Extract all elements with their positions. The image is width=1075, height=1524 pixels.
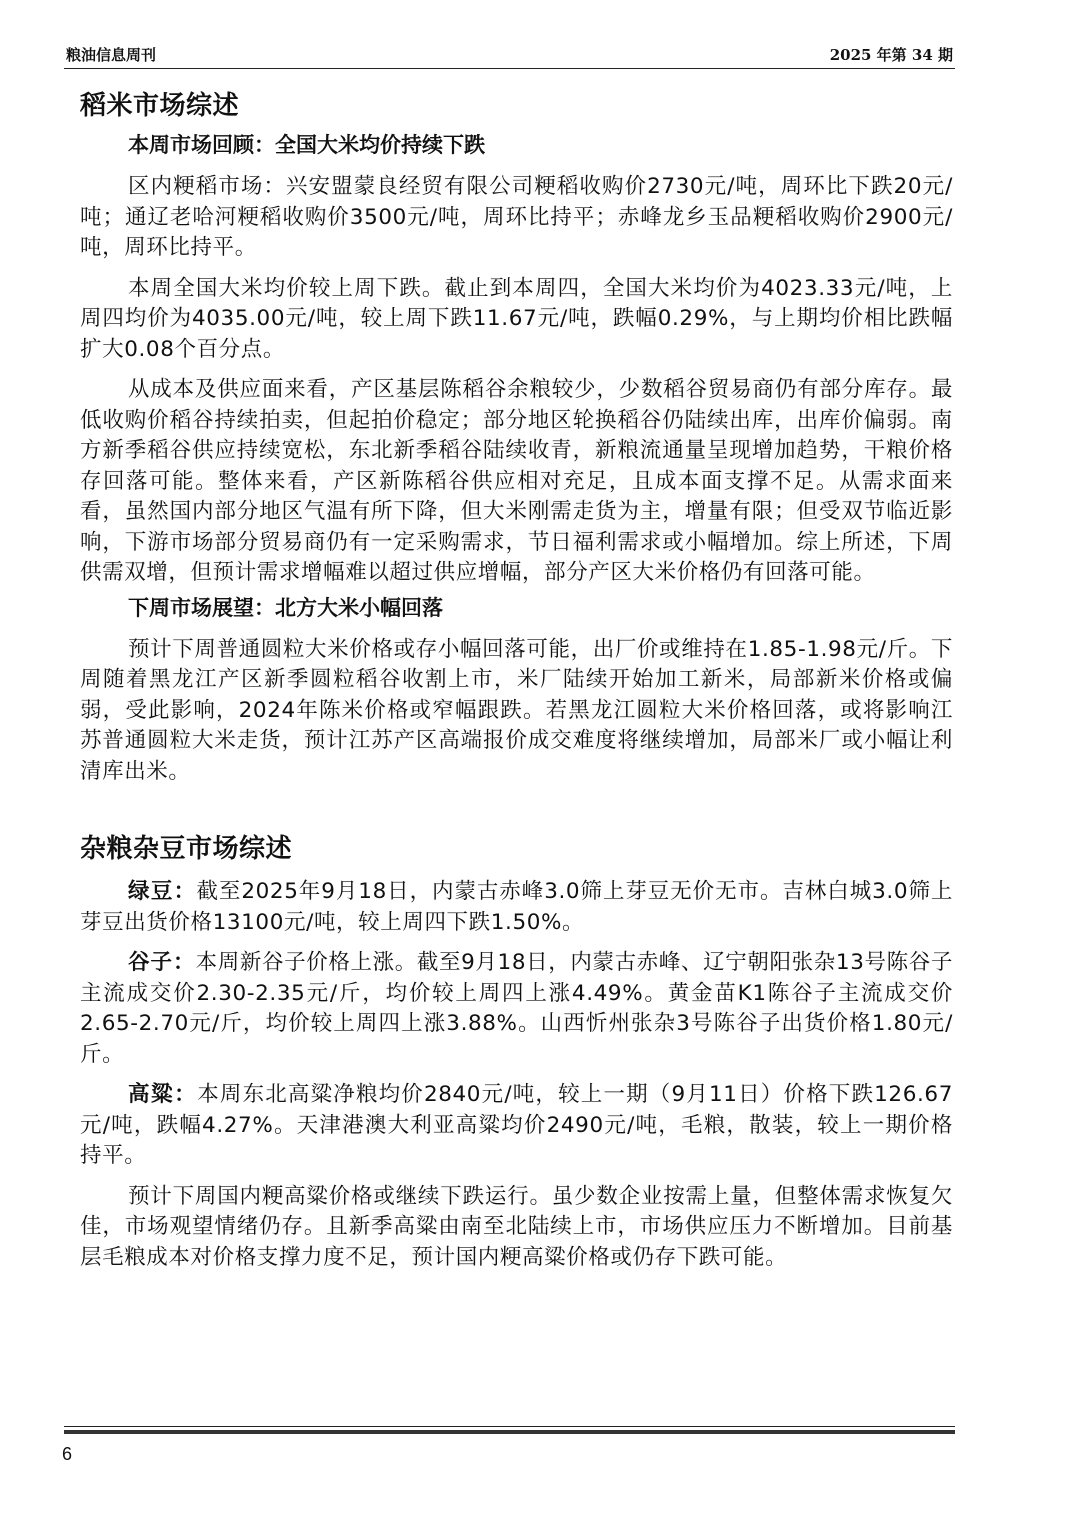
publication-title: 粮油信息周刊	[66, 46, 157, 64]
label-mung-bean: 绿豆：	[128, 879, 197, 904]
subheading-weekly-review: 本周市场回顾：全国大米均价持续下跌	[128, 133, 485, 157]
paragraph-rice-outlook: 预计下周普通圆粒大米价格或存小幅回落可能，出厂价或维持在1.85-1.98元/斤。下周随着黑龙江产区新季圆粒稻谷收割上市，米厂陆续开始加工新米，局部新米价格或偏弱，受此影响，2024年陈米价格或窄幅跟跌。若黑龙江圆粒大米价格回落，或将影响江苏普通圆粒大米走货，预计江苏产区高端报价成交难度将继续增加，局部米厂或小幅让利清库出米。	[80, 636, 953, 784]
text-sorghum: 本周东北高粱净粮均价2840元/吨，较上一期（9月11日）价格下跌126.67元/吨，跌幅4.27%。天津港澳大利亚高粱均价2490元/吨，毛粮，散装，较上一期价格持平。	[80, 1082, 953, 1168]
issue-number: 2025 年第 34 期	[829, 46, 953, 64]
section-title-grains: 杂粮杂豆市场综述	[80, 834, 293, 864]
paragraph-millet	[80, 948, 953, 1070]
paragraph-sorghum-outlook: 预计下周国内粳高粱价格或继续下跌运行。虽少数企业按需上量，但整体需求恢复欠佳，市场观望情绪仍存。且新季高粱由南至北陆续上市，市场供应压力不断增加。目前基层毛粮成本对价格支撑力度不足，预计国内粳高粱价格或仍存下跌可能。	[80, 1183, 953, 1270]
text-mung-bean: 截至2025年9月18日，内蒙古赤峰3.0筛上芽豆无价无市。吉林白城3.0筛上芽豆出货价格13100元/吨，较上周四下跌1.50%。	[80, 879, 953, 935]
running-header	[66, 44, 953, 66]
label-sorghum: 高粱：	[128, 1082, 198, 1107]
footer-divider-thin	[64, 1426, 955, 1427]
footer-divider-thick	[64, 1430, 955, 1434]
text-millet: 本周新谷子价格上涨。截至9月18日，内蒙古赤峰、辽宁朝阳张杂13号陈谷子主流成交价2.30-2.35元/斤，均价较上周四上涨4.49%。黄金苗K1陈谷子主流成交价2.65-2.70元/斤，均价较上周四上涨3.88%。山西忻州张杂3号陈谷子出货价格1.80元/斤。	[80, 950, 953, 1067]
paragraph-sorghum	[80, 1080, 953, 1172]
article-body	[80, 86, 953, 1273]
header-divider	[64, 68, 955, 69]
paragraph-supply-demand: 从成本及供应面来看，产区基层陈稻谷余粮较少，少数稻谷贸易商仍有部分库存。最低收购价稻谷持续拍卖，但起拍价稳定；部分地区轮换稻谷仍陆续出库，出库价偏弱。南方新季稻谷供应持续宽松，东北新季稻谷陆续收青，新粮流通量呈现增加趋势，干粮价格存回落可能。整体来看，产区新陈稻谷供应相对充足，且成本面支撑不足。从需求面来看，虽然国内部分地区气温有所下降，但大米刚需走货为主，增量有限；但受双节临近影响，下游市场部分贸易商仍有一定采购需求，节日福利需求或小幅增加。综上所述，下周供需双增，但预计需求增幅难以超过供应增幅，部分产区大米价格仍有回落可能。	[80, 377, 953, 585]
paragraph-mung-bean	[80, 877, 953, 938]
rice-market-section	[80, 86, 953, 787]
paragraph-japonica-paddy: 区内粳稻市场：兴安盟蒙良经贸有限公司粳稻收购价2730元/吨，周环比下跌20元/吨；通辽老哈河粳稻收购价3500元/吨，周环比持平；赤峰龙乡玉品粳稻收购价2900元/吨，周环比持平。	[80, 174, 953, 260]
page-number: 6	[62, 1444, 73, 1464]
label-millet: 谷子：	[128, 950, 196, 975]
paragraph-national-average: 本周全国大米均价较上周下跌。截止到本周四，全国大米均价为4023.33元/吨，上周四均价为4035.00元/吨，较上周下跌11.67元/吨，跌幅0.29%，与上期均价相比跌幅扩大0.08个百分点。	[80, 275, 953, 362]
section-title-rice: 稻米市场综述	[80, 91, 240, 121]
coarse-grains-section	[80, 829, 953, 1273]
subheading-next-week-outlook: 下周市场展望：北方大米小幅回落	[128, 595, 443, 620]
